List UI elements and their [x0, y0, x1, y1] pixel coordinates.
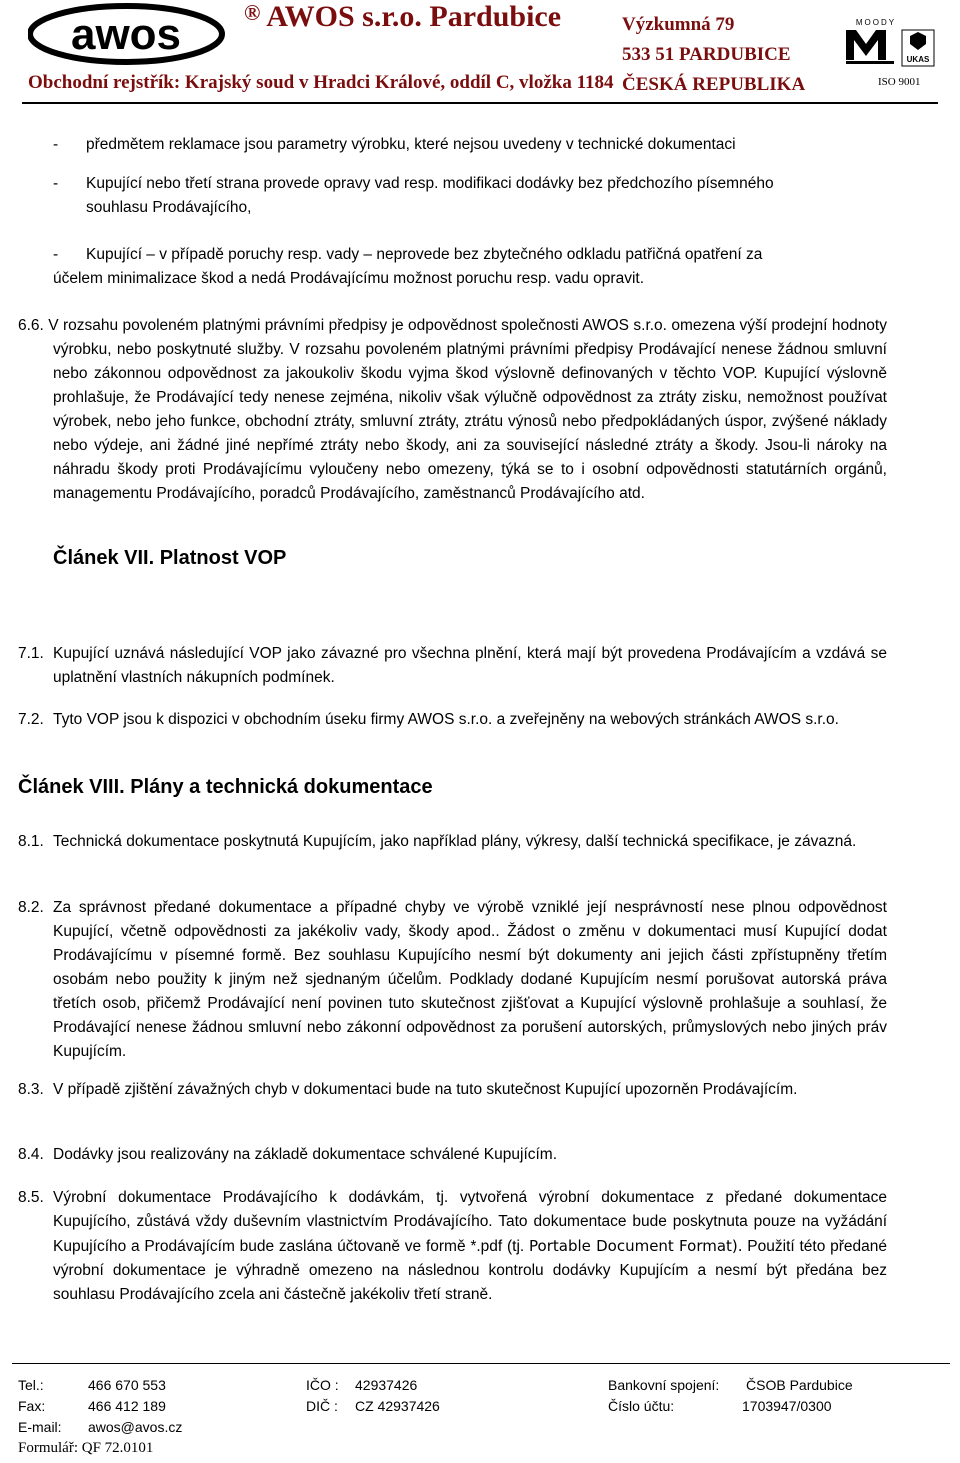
header-divider	[22, 102, 938, 104]
paragraph-6-6: 6.6. V rozsahu povoleném platnými právními předpisy je odpovědnost společnosti AWOS s.r.o. omezena výší prodejní hodnoty výrobku, nebo poskytnuté služby. V rozsahu povoleném platnými právními předpisy Prodávající nenese žádnou smluvní nebo zákonnou odpovědnost za jakoukoliv škodu vyjma škod výslovně definovaných v těchto VOP. Kupující výslovně prohlašuje, že Prodávající tedy nenese zejména, nikoliv však výlučně odpovědnost za ztráty zisku, nemožnost používat výrobek, nebo jeho funkce, obchodní ztráty, smluvní ztráty, ztrátu výnosů nebo předpokládaných úspor, zvýšené náklady nebo výdeje, ani žádné jiné nepřímé ztráty nebo škody, ani za související následné ztráty a škody. Jsou-li nároky na náhradu škody proti Prodávajícímu vyloučeny nebo omezeny, týká se to i osobní odpovědnosti statutárních orgánů, managementu Prodávajícího, poradců Prodávajícího, zaměstnanců Prodávajícího atd.	[18, 317, 887, 502]
fax-value: 466 412 189	[88, 1398, 166, 1414]
tel-label: Tel.:	[18, 1377, 44, 1393]
iso-label: ISO 9001	[878, 76, 921, 88]
dic-label: DIČ :	[306, 1398, 338, 1414]
svg-text:awos: awos	[70, 10, 182, 59]
email-label: E-mail:	[18, 1419, 62, 1435]
bank-label: Bankovní spojení:	[608, 1377, 720, 1393]
account-label: Číslo účtu:	[608, 1398, 675, 1414]
company-address	[622, 10, 805, 100]
address-city: 533 51 PARDUBICE	[622, 44, 791, 65]
article-heading: Článek VII. Platnost VOP	[53, 547, 287, 569]
ico-label: IČO :	[306, 1377, 339, 1393]
form-code: Formulář: QF 72.0101	[18, 1440, 154, 1456]
company-registry: Obchodní rejstřík: Krajský soud v Hradci Králové, oddíl C, vložka 1184	[28, 72, 614, 93]
footer-divider	[12, 1363, 950, 1364]
article-heading: Článek VIII. Plány a technická dokumentace	[18, 776, 433, 798]
svg-text:UKAS: UKAS	[906, 55, 930, 64]
moody-ukas-cert-icon	[838, 16, 938, 83]
awos-logo-icon	[28, 3, 228, 70]
ico-value: 42937426	[355, 1377, 418, 1393]
bank-value: ČSOB Pardubice	[746, 1377, 853, 1393]
letterhead	[0, 0, 960, 104]
account-value: 1703947/0300	[742, 1398, 832, 1414]
address-street: Výzkumná 79	[622, 14, 735, 35]
dic-value: CZ 42937426	[355, 1398, 440, 1414]
fax-label: Fax:	[18, 1398, 46, 1414]
pdf-format-label: Portable Document Format).	[529, 1237, 743, 1255]
email-link[interactable]: awos@avos.cz	[88, 1419, 183, 1435]
tel-value: 466 670 553	[88, 1377, 166, 1393]
address-country: ČESKÁ REPUBLIKA	[622, 74, 806, 95]
svg-text:MOODY: MOODY	[855, 18, 897, 27]
company-name: ® AWOS s.r.o. Pardubice	[244, 0, 562, 33]
